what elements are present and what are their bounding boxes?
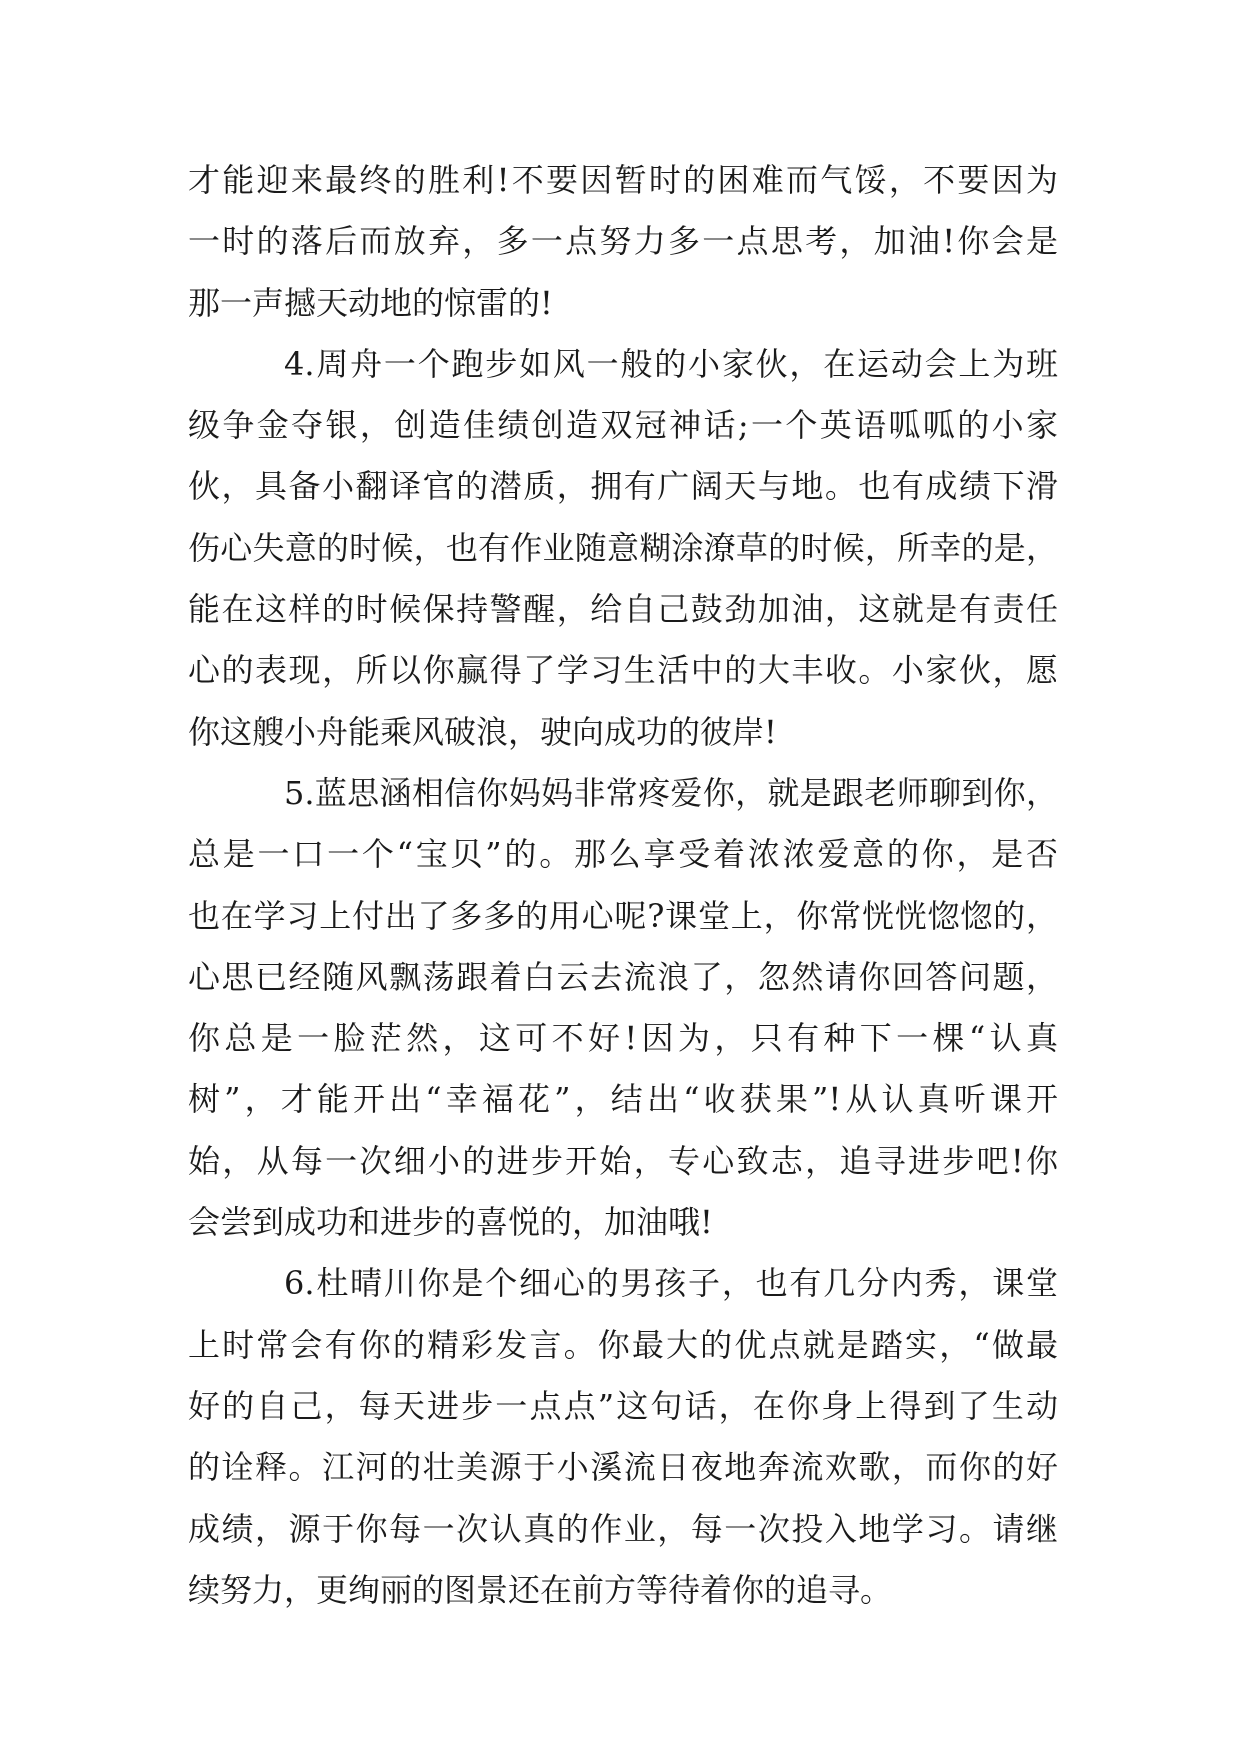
text-line: 续努力，更绚丽的图景还在前方等待着你的追寻。: [188, 1570, 893, 1609]
text-line: 始，从每一次细小的进步开始，专心致志，追寻进步吧!你: [188, 1141, 1058, 1180]
paragraph-first-line: 6.杜晴川你是个细心的男孩子，也有几分内秀，课堂: [284, 1264, 1058, 1303]
text-line: 伙，具备小翻译官的潜质，拥有广阔天与地。也有成绩下滑: [188, 467, 1058, 506]
text-line: 你总是一脸茫然，这可不好!因为，只有种下一棵“认真: [188, 1019, 1058, 1058]
text-line: 那一声撼天动地的惊雷的!: [188, 283, 553, 322]
text-line: 的诠释。江河的壮美源于小溪流日夜地奔流欢歌，而你的好: [188, 1448, 1058, 1487]
text-line: 心的表现，所以你赢得了学习生活中的大丰收。小家伙，愿: [188, 651, 1058, 690]
text-line: 级争金夺银，创造佳绩创造双冠神话;一个英语呱呱的小家: [188, 406, 1058, 445]
paragraph-first-line: 4.周舟一个跑步如风一般的小家伙，在运动会上为班: [284, 344, 1058, 383]
text-line: 也在学习上付出了多多的用心呢?课堂上，你常恍恍惚惚的，: [188, 896, 1058, 935]
text-line: 好的自己，每天进步一点点”这句话，在你身上得到了生动: [188, 1386, 1058, 1425]
text-line: 上时常会有你的精彩发言。你最大的优点就是踏实，“做最: [188, 1325, 1058, 1364]
text-line: 一时的落后而放弃，多一点努力多一点思考，加油!你会是: [188, 222, 1058, 261]
text-line: 能在这样的时候保持警醒，给自己鼓劲加油，这就是有责任: [188, 590, 1058, 629]
text-line: 树”，才能开出“幸福花”，结出“收获果”!从认真听课开: [188, 1080, 1058, 1119]
text-line: 心思已经随风飘荡跟着白云去流浪了，忽然请你回答问题，: [188, 957, 1058, 996]
text-line: 会尝到成功和进步的喜悦的，加油哦!: [188, 1203, 713, 1242]
paragraph-first-line: 5.蓝思涵相信你妈妈非常疼爱你，就是跟老师聊到你，: [284, 773, 1058, 812]
text-line: 总是一口一个“宝贝”的。那么享受着浓浓爱意的你，是否: [188, 835, 1058, 874]
document-body: [188, 150, 1058, 1621]
text-line: 伤心失意的时候，也有作业随意糊涂潦草的时候，所幸的是，: [188, 528, 1058, 567]
text-line: 才能迎来最终的胜利!不要因暂时的困难而气馁，不要因为: [188, 161, 1058, 199]
text-line: 你这艘小舟能乘风破浪，驶向成功的彼岸!: [188, 712, 777, 751]
text-line: 成绩，源于你每一次认真的作业，每一次投入地学习。请继: [188, 1509, 1058, 1548]
